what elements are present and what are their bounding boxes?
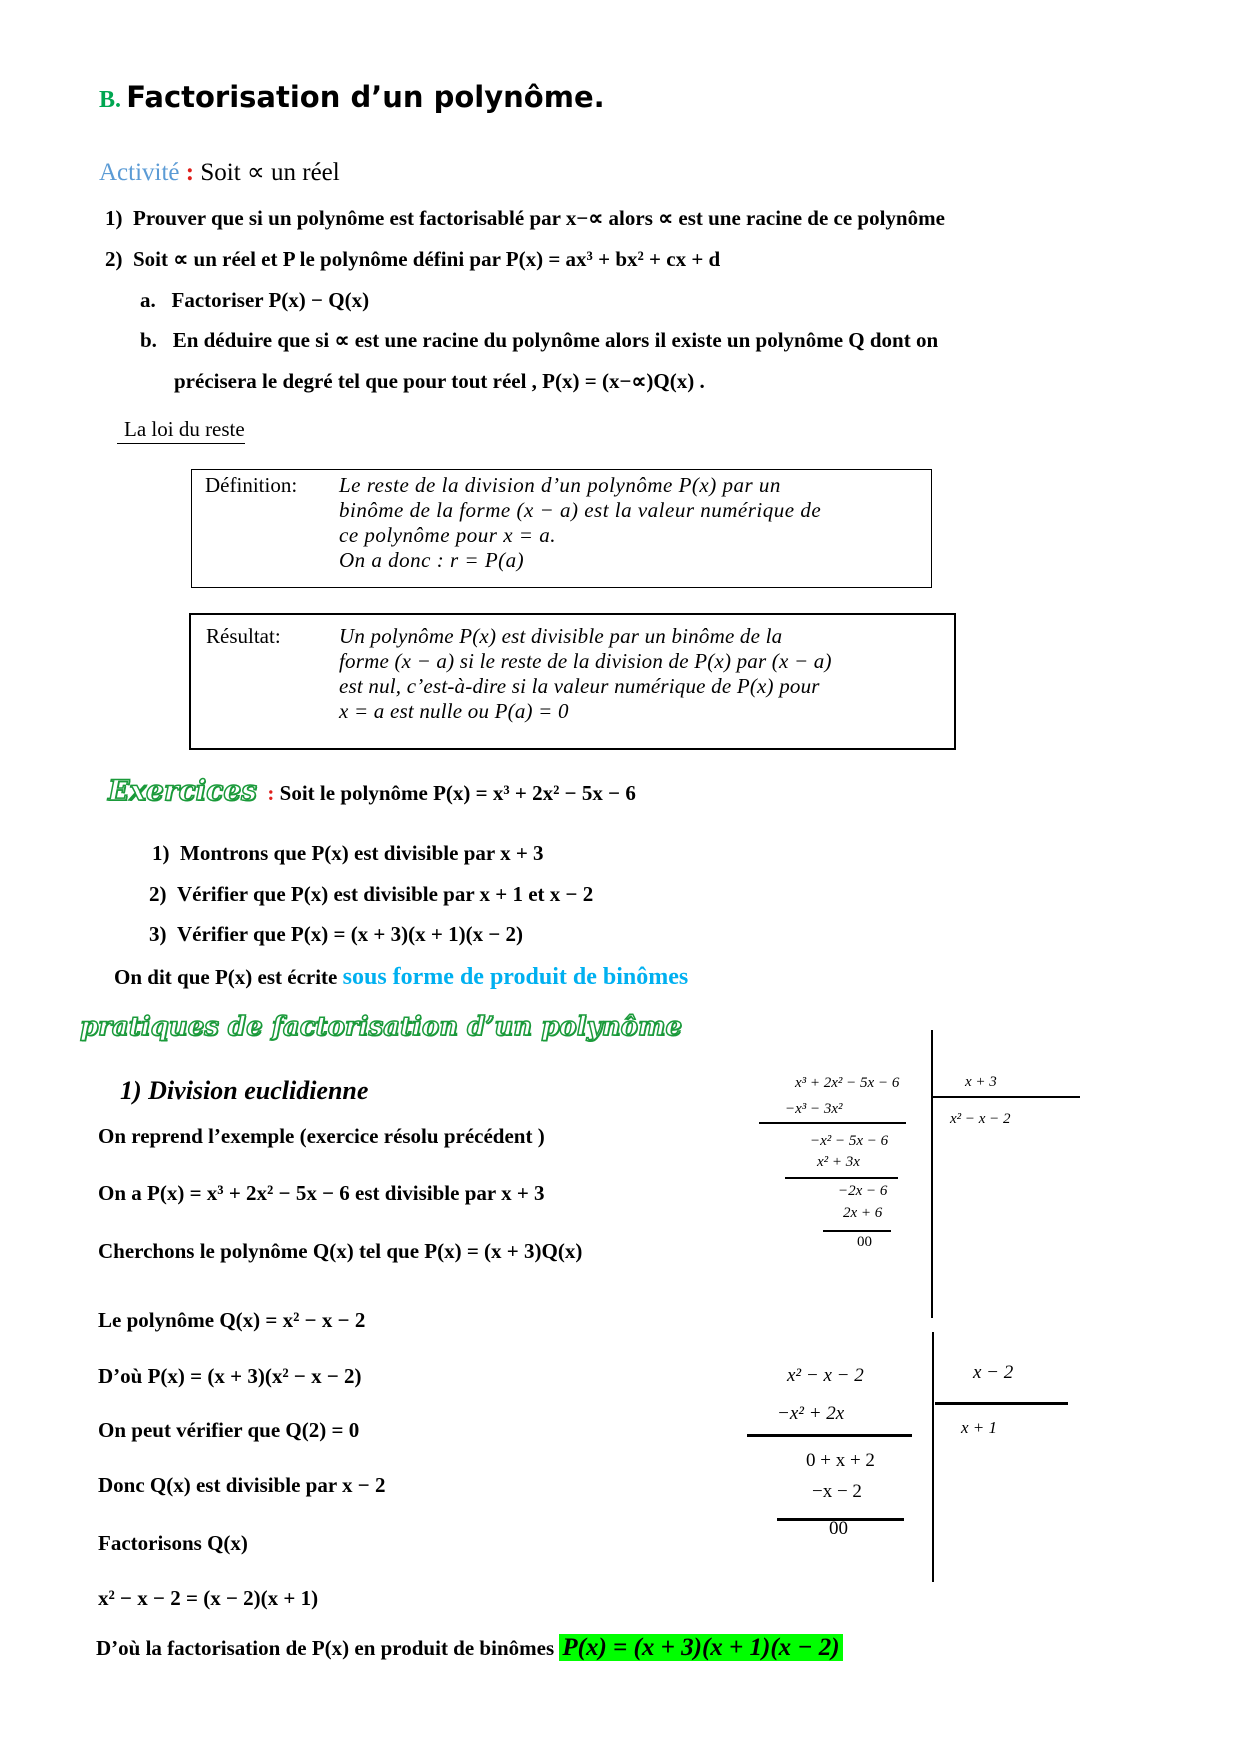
division-euclidienne-heading: 1) Division euclidienne	[120, 1076, 369, 1105]
resultat-line: est nul, c’est-à-dire si la valeur numérique de P(x) pour	[339, 674, 820, 698]
definition-line: ce polynôme pour x = a.	[339, 523, 556, 547]
item-num: 1)	[152, 841, 170, 865]
remainder: 00	[857, 1234, 872, 1250]
item-num: a.	[140, 288, 156, 312]
exercice-item-1	[152, 841, 544, 866]
remainder: 00	[829, 1518, 848, 1539]
dividend: x³ + 2x² − 5x − 6	[795, 1075, 900, 1091]
exercice-item-2	[149, 882, 593, 907]
activite-colon: :	[179, 159, 195, 186]
item-text: Montrons que P(x) est divisible par x + 3	[180, 841, 544, 865]
divisor: x + 3	[965, 1074, 997, 1090]
resultat-label: Résultat:	[206, 624, 281, 648]
pratiques-line: D’où P(x) = (x + 3)(x² − x − 2)	[98, 1364, 362, 1388]
item-text: Factoriser P(x) − Q(x)	[171, 288, 370, 312]
exercice-item-3	[149, 922, 523, 947]
pratiques-line: On reprend l’exemple (exercice résolu précédent )	[98, 1124, 545, 1148]
definition-line: On a donc : r = P(a)	[339, 548, 525, 572]
item-text: Vérifier que P(x) est divisible par x + 1 et x − 2	[177, 882, 594, 906]
conclusion-highlight: sous forme de produit de binômes	[342, 964, 689, 990]
pratiques-line: Cherchons le polynôme Q(x) tel que P(x) = (x + 3)Q(x)	[98, 1239, 583, 1263]
activite-text: Soit ∝ un réel	[194, 159, 340, 186]
item-num: 1)	[105, 206, 123, 230]
resultat-line: forme (x − a) si le reste de la division de P(x) par (x − a)	[339, 649, 832, 673]
pratiques-heading: pratiques de factorisation d’un polynôme	[80, 1012, 683, 1042]
final-result: P(x) = (x + 3)(x + 1)(x − 2)	[559, 1634, 842, 1661]
exercices-colon: :	[267, 781, 275, 805]
item-num: 2)	[149, 882, 167, 906]
definition-line: Le reste de la division d’un polynôme P(x) par un	[339, 473, 781, 497]
quotient: x + 1	[961, 1418, 998, 1437]
item-text: Prouver que si un polynôme est factorisablé par x−∝ alors ∝ est une racine de ce polynôme	[133, 206, 945, 230]
division-horizontal-line	[932, 1096, 1080, 1098]
activite-subitem-b	[140, 328, 938, 353]
division-rule	[823, 1230, 891, 1232]
activite-subitem-b-cont: précisera le degré tel que pour tout réel , P(x) = (x−∝)Q(x) .	[174, 369, 705, 393]
division-rule	[747, 1434, 912, 1437]
section-title	[99, 80, 605, 114]
division-rule	[759, 1122, 906, 1124]
remainder: −2x − 6	[838, 1183, 888, 1199]
final-text: D’où la factorisation de P(x) en produit de binômes	[96, 1636, 560, 1660]
dividend: x² − x − 2	[787, 1365, 864, 1386]
division-vertical-line	[932, 1332, 934, 1582]
item-text: En déduire que si ∝ est une racine du polynôme alors il existe un polynôme Q dont on	[172, 328, 939, 352]
definition-box	[191, 469, 932, 588]
conclusion-text: On dit que P(x) est écrite	[114, 965, 343, 989]
division-vertical-line	[931, 1030, 933, 1318]
resultat-text	[339, 624, 832, 724]
step: −x³ − 3x²	[785, 1101, 843, 1117]
resultat-line: x = a est nulle ou P(a) = 0	[339, 699, 569, 723]
activite-item-1	[105, 206, 945, 231]
step: −x² + 2x	[777, 1403, 845, 1424]
final-factorisation	[96, 1634, 843, 1662]
resultat-line: Un polynôme P(x) est divisible par un binôme de la	[339, 624, 783, 648]
step: x² + 3x	[817, 1154, 860, 1170]
divisor: x − 2	[973, 1362, 1014, 1383]
step: 2x + 6	[843, 1205, 883, 1221]
item-num: 3)	[149, 922, 167, 946]
division-rule	[785, 1177, 898, 1179]
pratiques-line: On peut vérifier que Q(2) = 0	[98, 1418, 360, 1442]
quotient: x² − x − 2	[950, 1111, 1011, 1127]
pratiques-line: On a P(x) = x³ + 2x² − 5x − 6 est divisible par x + 3	[98, 1181, 545, 1205]
title-text: Factorisation d’un polynôme.	[126, 80, 605, 114]
activite-subitem-a	[140, 288, 369, 313]
exercices-heading	[108, 774, 636, 807]
resultat-box	[189, 613, 956, 750]
division-horizontal-line	[935, 1402, 1068, 1405]
definition-label: Définition:	[205, 473, 298, 497]
exercices-label: Exercices	[108, 774, 257, 807]
exercices-conclusion	[114, 964, 688, 991]
loi-du-reste-heading: La loi du reste	[117, 417, 245, 444]
remainder: −x² − 5x − 6	[810, 1133, 889, 1149]
activite-item-2	[105, 247, 720, 272]
item-text: Soit ∝ un réel et P le polynôme défini par P(x) = ax³ + bx² + cx + d	[133, 247, 721, 271]
activite-heading	[99, 157, 340, 187]
exercices-text: Soit le polynôme P(x) = x³ + 2x² − 5x − 6	[279, 781, 636, 805]
activite-label: Activité	[99, 159, 180, 186]
pratiques-line: Le polynôme Q(x) = x² − x − 2	[98, 1308, 366, 1332]
item-num: b.	[140, 328, 157, 352]
step: −x − 2	[812, 1481, 862, 1502]
definition-text	[339, 473, 821, 573]
section-letter: B.	[99, 87, 122, 113]
pratiques-line: Factorisons Q(x)	[98, 1531, 248, 1555]
item-num: 2)	[105, 247, 123, 271]
pratiques-line: Donc Q(x) est divisible par x − 2	[98, 1473, 386, 1497]
remainder: 0 + x + 2	[806, 1450, 875, 1471]
definition-line: binôme de la forme (x − a) est la valeur numérique de	[339, 498, 822, 522]
item-text: Vérifier que P(x) = (x + 3)(x + 1)(x − 2)	[177, 922, 524, 946]
pratiques-line: x² − x − 2 = (x − 2)(x + 1)	[98, 1586, 319, 1610]
